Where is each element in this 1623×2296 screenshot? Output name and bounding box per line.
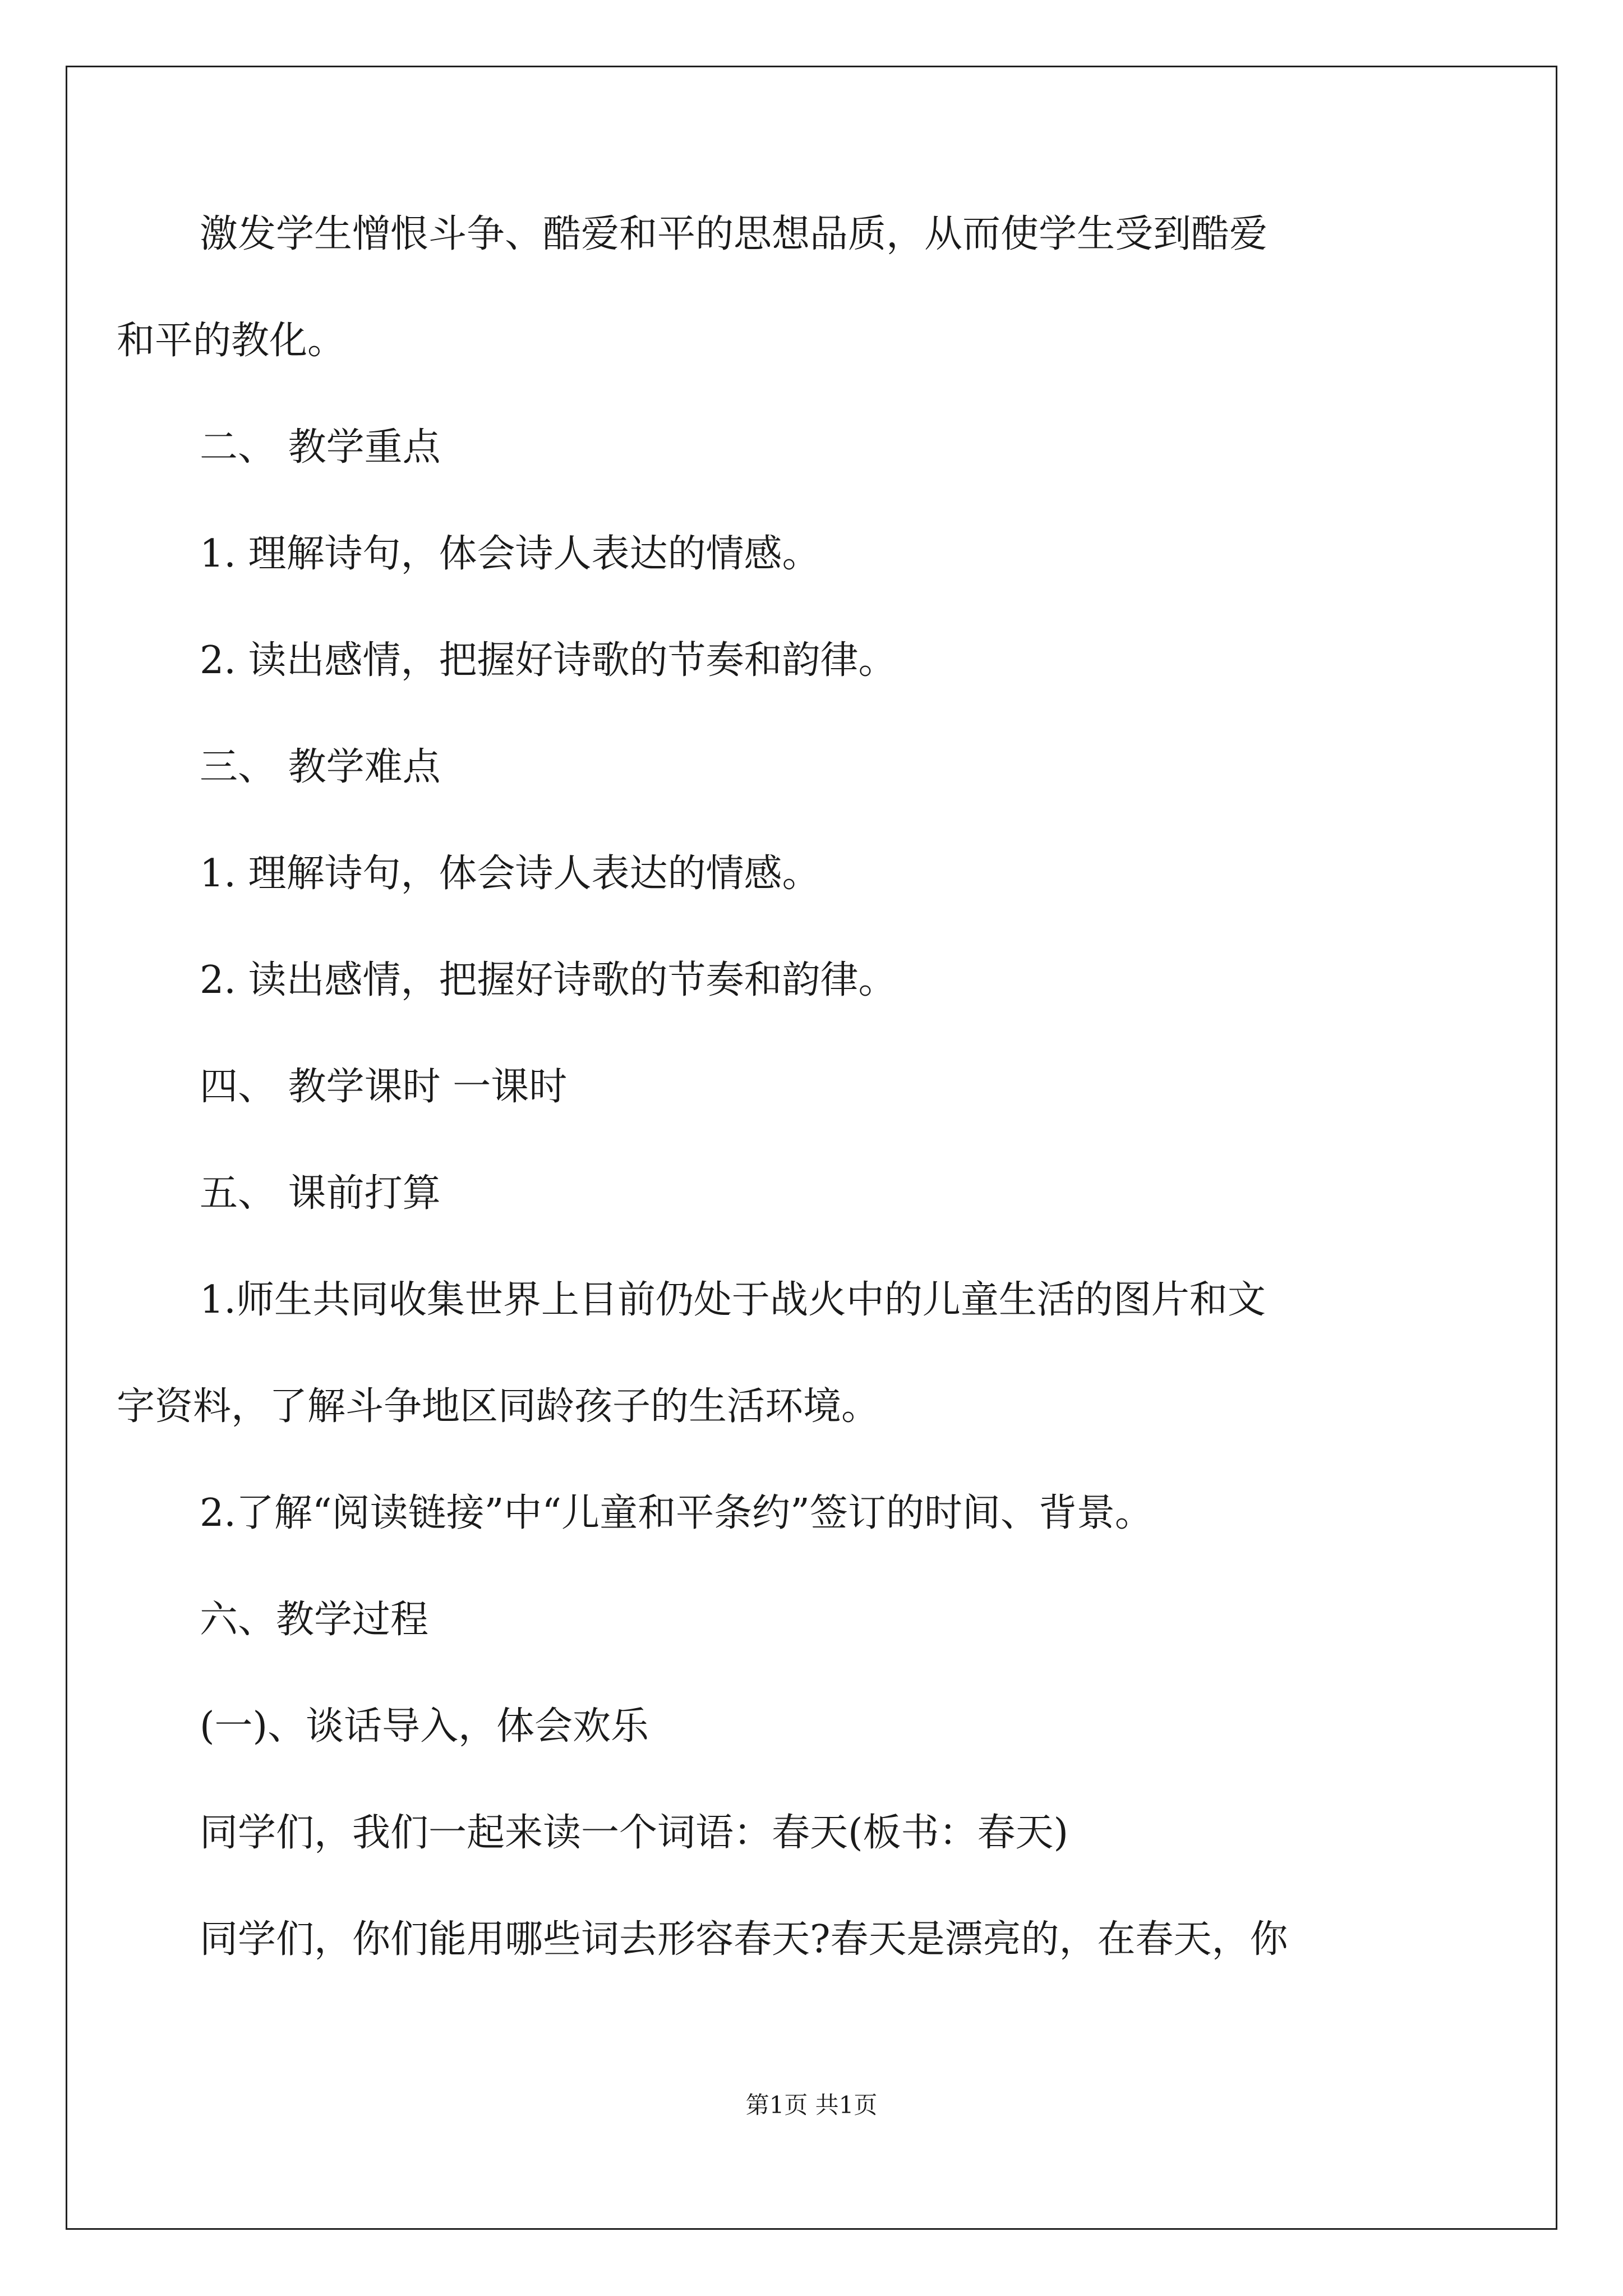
- paragraph-line: 同学们，你们能用哪些词去形容春天?春天是漂亮的，在春天，你: [200, 1917, 1288, 1962]
- list-item: 2.了解“阅读链接”中“儿童和平条约”签订的时间、背景。: [200, 1491, 1153, 1535]
- list-item: 2. 读出感情，把握好诗歌的节奏和韵律。: [200, 958, 897, 1002]
- paragraph-line: 和平的教化。: [117, 319, 346, 363]
- list-item: 1. 理解诗句，体会诗人表达的情感。: [200, 532, 820, 576]
- subsection-heading: (一)、谈话导入，体会欢乐: [200, 1704, 649, 1749]
- paragraph-line: 同学们，我们一起来读一个词语：春天(板书：春天): [200, 1811, 1069, 1855]
- paragraph-line: 激发学生憎恨斗争、酷爱和平的思想品质，从而使学生受到酷爱: [200, 212, 1268, 256]
- page-footer: 第1页 共1页: [745, 2091, 878, 2119]
- list-item: 2. 读出感情，把握好诗歌的节奏和韵律。: [200, 638, 897, 683]
- page-border: [66, 66, 1557, 2230]
- section-heading: 三、 教学难点: [200, 745, 441, 789]
- paragraph-line: 字资料，了解斗争地区同龄孩子的生活环境。: [117, 1384, 880, 1429]
- list-item: 1.师生共同收集世界上目前仍处于战火中的儿童生活的图片和文: [200, 1278, 1266, 1322]
- section-heading: 四、 教学课时 一课时: [200, 1065, 568, 1109]
- section-heading: 五、 课前打算: [200, 1171, 441, 1216]
- section-heading: 六、教学过程: [200, 1598, 429, 1642]
- list-item: 1. 理解诗句，体会诗人表达的情感。: [200, 852, 820, 896]
- section-heading: 二、 教学重点: [200, 425, 441, 470]
